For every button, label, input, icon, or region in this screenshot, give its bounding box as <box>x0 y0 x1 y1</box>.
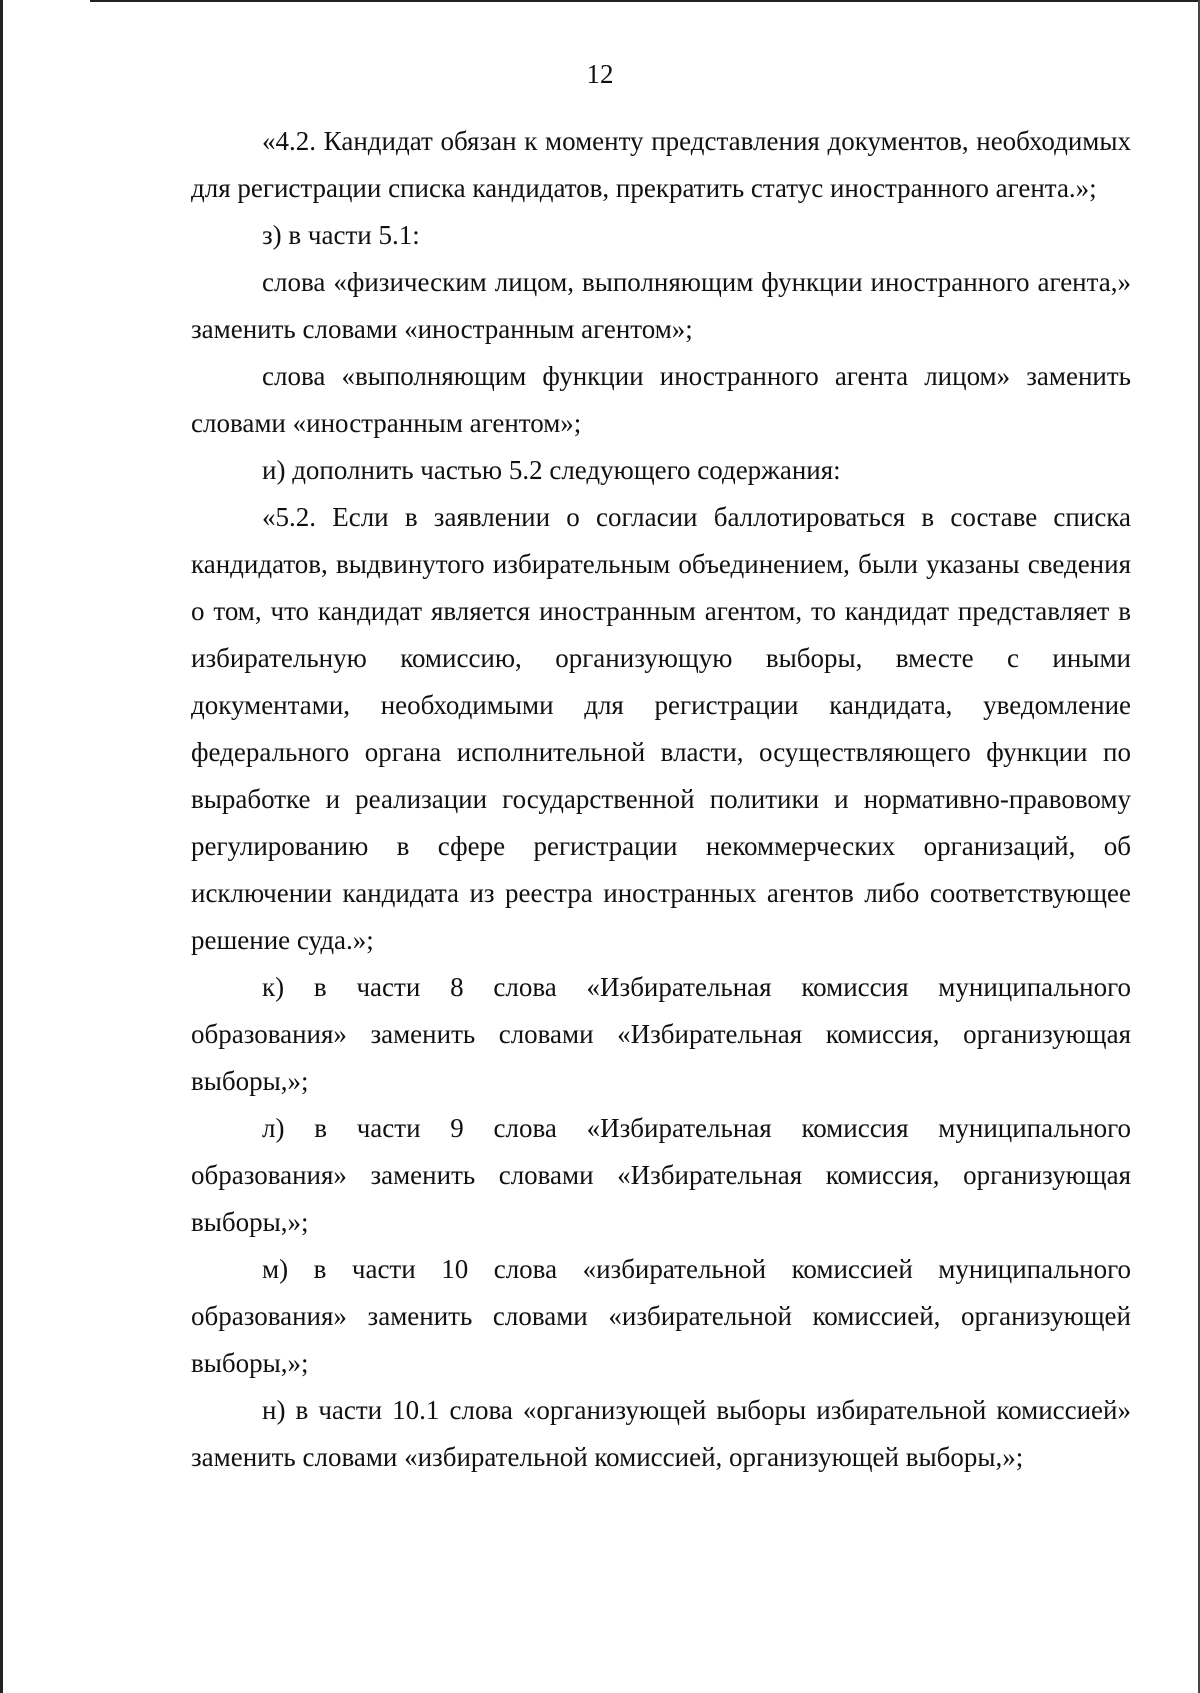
paragraph-item-z: з) в части 5.1: <box>262 220 420 250</box>
paragraph-item-m: м) в части 10 слова «избирательной комиссией муниципального образования» заменить словами «избирательной комиссией, организующей выборы,»; <box>191 1254 1131 1378</box>
page-number: 12 <box>586 59 614 89</box>
paragraph-item-k: к) в части 8 слова «Избирательная комиссия муниципального образования» заменить словами «Избирательная комиссия, организующая выборы,»; <box>191 972 1131 1096</box>
paragraph-words-performing-functions: слова «выполняющим функции иностранного агента лицом» заменить словами «иностранным агентом»; <box>191 361 1131 438</box>
paragraph-item-l: л) в части 9 слова «Избирательная комиссия муниципального образования» заменить словами «Избирательная комиссия, организующая выборы,»; <box>191 1113 1131 1237</box>
paragraph-words-physical-person: слова «физическим лицом, выполняющим функции иностранного агента,» заменить словами «иностранным агентом»; <box>191 267 1131 344</box>
paragraph-item-i: и) дополнить частью 5.2 следующего содержания: <box>262 455 841 485</box>
paragraph-5-2: «5.2. Если в заявлении о согласии баллотироваться в составе списка кандидатов, выдвинутого избирательным объединением, были указаны сведения о том, что кандидат является иностранным агентом, то кандидат представляет в избирательную комиссию, организующую выборы, вместе с иными документами, необходимыми для регистрации кандидата, уведомление федерального органа исполнительной власти, осуществляющего функции по выработке и реализации государственной политики и нормативно-правовому регулированию в сфере регистрации некоммерческих организаций, об исключении кандидата из реестра иностранных агентов либо соответствующее решение суда.»; <box>191 502 1131 955</box>
document-body <box>191 118 1131 1481</box>
paragraph-item-n: н) в части 10.1 слова «организующей выборы избирательной комиссией» заменить словами «избирательной комиссией, организующей выборы,»; <box>191 1395 1131 1472</box>
scan-edge-top <box>90 0 1200 2</box>
paragraph-4-2: «4.2. Кандидат обязан к моменту представления документов, необходимых для регистрации списка кандидатов, прекратить статус иностранного агента.»; <box>191 126 1131 203</box>
scan-edge-left <box>0 0 3 1693</box>
